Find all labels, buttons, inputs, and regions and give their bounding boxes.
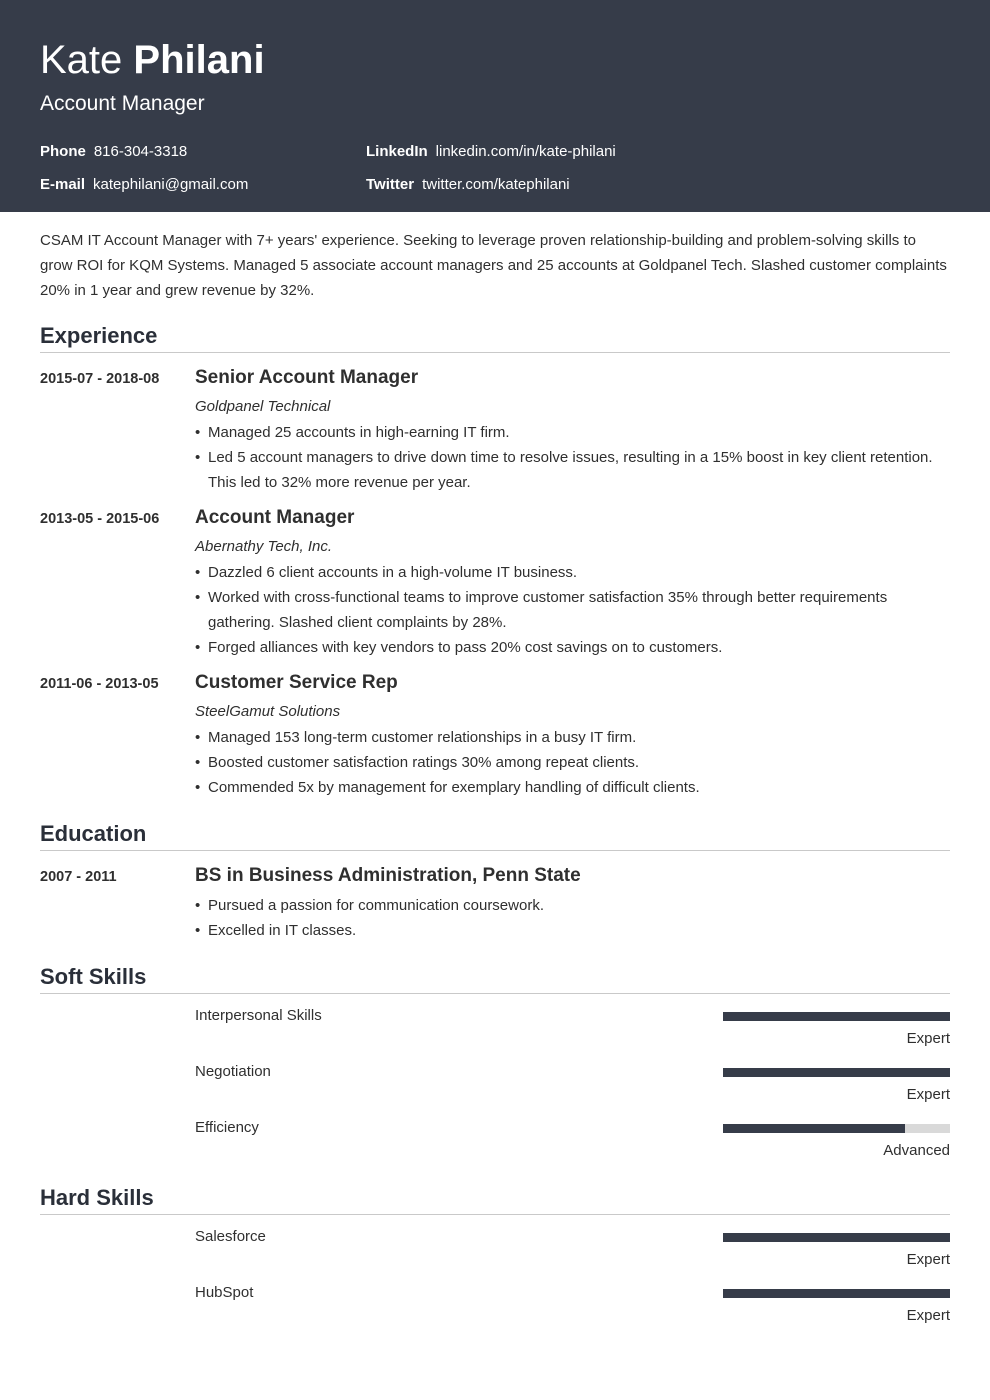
contact-twitter-value[interactable]: twitter.com/katephilani [422, 176, 570, 193]
job-bullet [195, 635, 940, 660]
contact-email [40, 175, 248, 195]
bullet-dot: • [195, 922, 201, 939]
bullet-dot: • [195, 589, 201, 606]
skill-level: Expert [906, 1030, 950, 1047]
bullet-dot: • [195, 424, 201, 441]
job-title: Account Manager [195, 507, 355, 528]
job-bullet [195, 445, 940, 495]
section-title-experience: Experience [40, 323, 158, 348]
job-dates: 2011-06 - 2013-05 [40, 676, 159, 692]
section-divider [40, 1214, 950, 1215]
contact-twitter [366, 175, 570, 195]
skill-name: Salesforce [195, 1228, 266, 1245]
bullet-dot: • [195, 564, 201, 581]
bullet-text: Forged alliances with key vendors to pass 20% cost savings on to customers. [208, 639, 723, 656]
job-company: SteelGamut Solutions [195, 703, 341, 720]
skill-level: Expert [906, 1086, 950, 1103]
section-title-soft-skills: Soft Skills [40, 964, 147, 989]
contact-phone [40, 142, 187, 162]
bullet-text: Managed 153 long-term customer relationships in a busy IT firm. [208, 729, 637, 746]
job-title: Senior Account Manager [195, 367, 419, 388]
education-bullet [195, 893, 940, 918]
skill-bar-fill [723, 1289, 950, 1298]
education-degree: BS in Business Administration, Penn State [195, 865, 581, 886]
section-divider [40, 993, 950, 994]
bullet-dot: • [195, 754, 201, 771]
contact-linkedin-value[interactable]: linkedin.com/in/kate-philani [435, 143, 616, 160]
skill-name: HubSpot [195, 1284, 254, 1301]
contact-twitter-label: Twitter [366, 176, 415, 193]
bullet-text: Boosted customer satisfaction ratings 30% among repeat clients. [208, 754, 640, 771]
bullet-text: Excelled in IT classes. [208, 922, 357, 939]
skill-bar-fill [723, 1012, 950, 1021]
candidate-name [40, 36, 265, 84]
resume-header [0, 0, 990, 212]
job-title: Customer Service Rep [195, 672, 398, 693]
bullet-dot: • [195, 779, 201, 796]
bullet-dot: • [195, 639, 201, 656]
job-bullet [195, 750, 940, 775]
section-divider [40, 850, 950, 851]
job-bullet [195, 725, 940, 750]
skill-bar [723, 1124, 950, 1133]
job-dates: 2013-05 - 2015-06 [40, 511, 160, 527]
education-bullet [195, 918, 940, 943]
skill-bar [723, 1233, 950, 1242]
bullet-text: Managed 25 accounts in high-earning IT firm. [208, 424, 510, 441]
section-title-education: Education [40, 821, 147, 846]
bullet-text: Worked with cross-functional teams to improve customer satisfaction 35% through better requirements gathering. Slashed client complaints by 28%. [208, 589, 888, 631]
job-bullet [195, 420, 940, 445]
skill-name: Negotiation [195, 1063, 271, 1080]
job-bullet [195, 775, 940, 800]
bullet-text: Led 5 account managers to drive down time to resolve issues, resulting in a 15% boost in key client retention. This led to 32% more revenue per year. [208, 449, 933, 491]
bullet-text: Commended 5x by management for exemplary handling of difficult clients. [208, 779, 700, 796]
skill-level: Expert [906, 1251, 950, 1268]
section-divider [40, 352, 950, 353]
bullet-text: Pursued a passion for communication coursework. [208, 897, 544, 914]
job-bullet [195, 585, 940, 635]
bullet-dot: • [195, 449, 201, 466]
skill-name: Interpersonal Skills [195, 1007, 322, 1024]
skill-bar-fill [723, 1068, 950, 1077]
job-company: Goldpanel Technical [195, 398, 331, 415]
skill-level: Advanced [883, 1142, 950, 1159]
skill-bar [723, 1012, 950, 1021]
skill-bar-fill [723, 1124, 905, 1133]
education-dates: 2007 - 2011 [40, 869, 117, 885]
contact-phone-value: 816-304-3318 [93, 143, 188, 160]
skill-bar [723, 1289, 950, 1298]
contact-linkedin-label: LinkedIn [366, 143, 428, 160]
contact-email-label: E-mail [40, 176, 86, 193]
bullet-text: Dazzled 6 client accounts in a high-volume IT business. [208, 564, 578, 581]
skill-name: Efficiency [195, 1119, 259, 1136]
contact-phone-label: Phone [40, 143, 86, 160]
section-title-hard-skills: Hard Skills [40, 1185, 154, 1210]
last-name: Philani [133, 38, 265, 82]
skill-bar [723, 1068, 950, 1077]
skill-bar-fill [723, 1233, 950, 1242]
first-name: Kate [40, 38, 123, 82]
bullet-dot: • [195, 729, 201, 746]
job-company: Abernathy Tech, Inc. [195, 538, 333, 555]
job-dates: 2015-07 - 2018-08 [40, 371, 160, 387]
summary-paragraph: CSAM IT Account Manager with 7+ years' experience. Seeking to leverage proven relationship-building and problem-solving skills to grow ROI for KQM Systems. Managed 5 associate account managers and 25 accounts at Goldpanel Tech. Slashed customer complaints 20% in 1 year and grew revenue by 32%. [40, 232, 947, 299]
skill-level: Expert [906, 1307, 950, 1324]
job-bullet [195, 560, 940, 585]
contact-email-value[interactable]: katephilani@gmail.com [93, 176, 249, 193]
contact-linkedin [366, 142, 616, 162]
job-role: Account Manager [40, 92, 205, 115]
bullet-dot: • [195, 897, 201, 914]
